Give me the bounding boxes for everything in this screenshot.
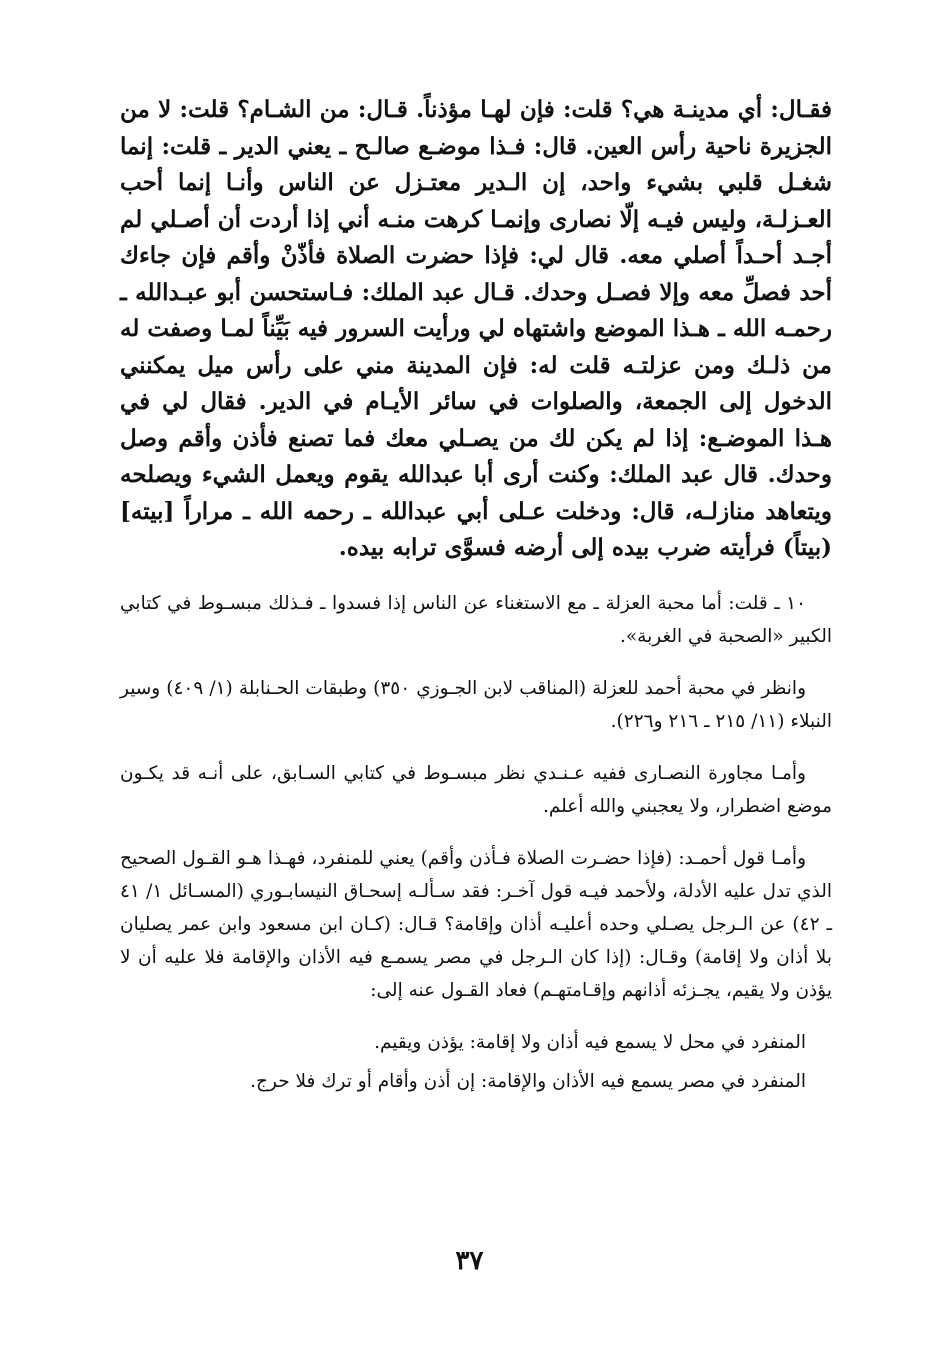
main-paragraph: فقـال: أي مدينـة هي؟ قلت: فإن لهـا مؤذناً. قـال: من الشـام؟ قلت: لا من الجزيرة ناحية رأس العين. قال: فـذا موضـع صالـح ـ يعني الدير ـ قلت: إنما شغـل قلبي بشيء واحد، إن الـدير معتـزل عن الناس وأنـا إنما أحب العـزلـة، وليس فيـه إلّا نصارى وإنمـا كرهت منـه أني إذا أردت أن أصـلي لم أجـد أحـداً أصلي معه. قال لي: فإذا حضرت الصلاة فأذّنْ وأقم فإن جاءك أحد فصلِّ معه وإلا فصـل وحدك. قـال عبد الملك: فـاستحسن أبو عبـدالله ـ رحمـه الله ـ هـذا الموضع واشتهاه لي ورأيت السرور فيه بَيِّناً لمـا وصفت له من ذلـك ومن عزلتـه قلت له: فإن المدينة مني على رأس ميل يمكنني الدخول إلى الجمعة، والصلوات في سائر الأيـام في الدير. فقال لي في هـذا الموضـع: إذا لم يكن لك من يصـلي معك فما تصنع فأذن وأقم وصل وحدك. قال عبد الملك: وكنت أرى أبا عبدالله يقوم ويعمل الشيء ويصلحه ويتعاهد منازلـه، قال: ودخلت عـلى أبي عبدالله ـ رحمه الله ـ مراراً [بيته] (بيتاً) فرأيته ضرب بيده إلى أرضه فسوَّى ترابه بيده.	[120, 96, 832, 561]
page-body	[120, 92, 832, 1117]
note-paragraph-christians: وأمـا مجاورة النصـارى ففيه عـنـدي نظر مبسـوط في كتابي السـابق، على أنـه قد يكـون موضع اضطرار، ولا يعجبني والله أعلم.	[120, 762, 832, 817]
page-number: ٣٧	[455, 1246, 484, 1276]
note-paragraph-adhan: وأمـا قول أحمـد: (فإذا حضـرت الصلاة فـأذن وأقم) يعني للمنفرد، فهـذا هـو القـول الصحيح الذي تدل عليه الأدلة، ولأحمد فيـه قول آخـر: فقد سـألـه إسحـاق النيسابـوري (المسـائل ١/ ٤١ ـ ٤٢) عن الـرجل يصـلي وحده أعليـه أذان وإقامة؟ قـال: (كـان ابن مسعود وابن عمر يصليان بلا أذان ولا إقامة) وقـال: (إذا كان الـرجل في مصر يسمـع فيه الأذان والإقامة فلا عليه أن لا يؤذن ولا يقيم، يجـزئه أذانهم وإقـامتهـم) فعاد القـول عنه إلى:	[120, 847, 832, 1001]
note-paragraph-references: وانظر في محبة أحمد للعزلة (المناقب لابن الجـوزي ٣٥٠) وطبقات الحـنابلة (١/ ٤٠٩) وسير النبلاء (١١/ ٢١٥ ـ ٢١٦ و٢٢٦).	[120, 677, 832, 732]
note-ruling-city: المنفرد في مصر يسمع فيه الأذان والإقامة: إن أذن وأقام أو ترك فلا حرج.	[250, 1070, 806, 1092]
note-paragraph-10: ١٠ ـ قلت: أما محبة العزلة ـ مع الاستغناء عن الناس إذا فسدوا ـ فـذلك مبسـوط في كتابي الكبير «الصحبة في الغربة».	[120, 592, 832, 647]
note-ruling-no-adhan: المنفرد في محل لا يسمع فيه أذان ولا إقامة: يؤذن ويقيم.	[374, 1031, 806, 1053]
